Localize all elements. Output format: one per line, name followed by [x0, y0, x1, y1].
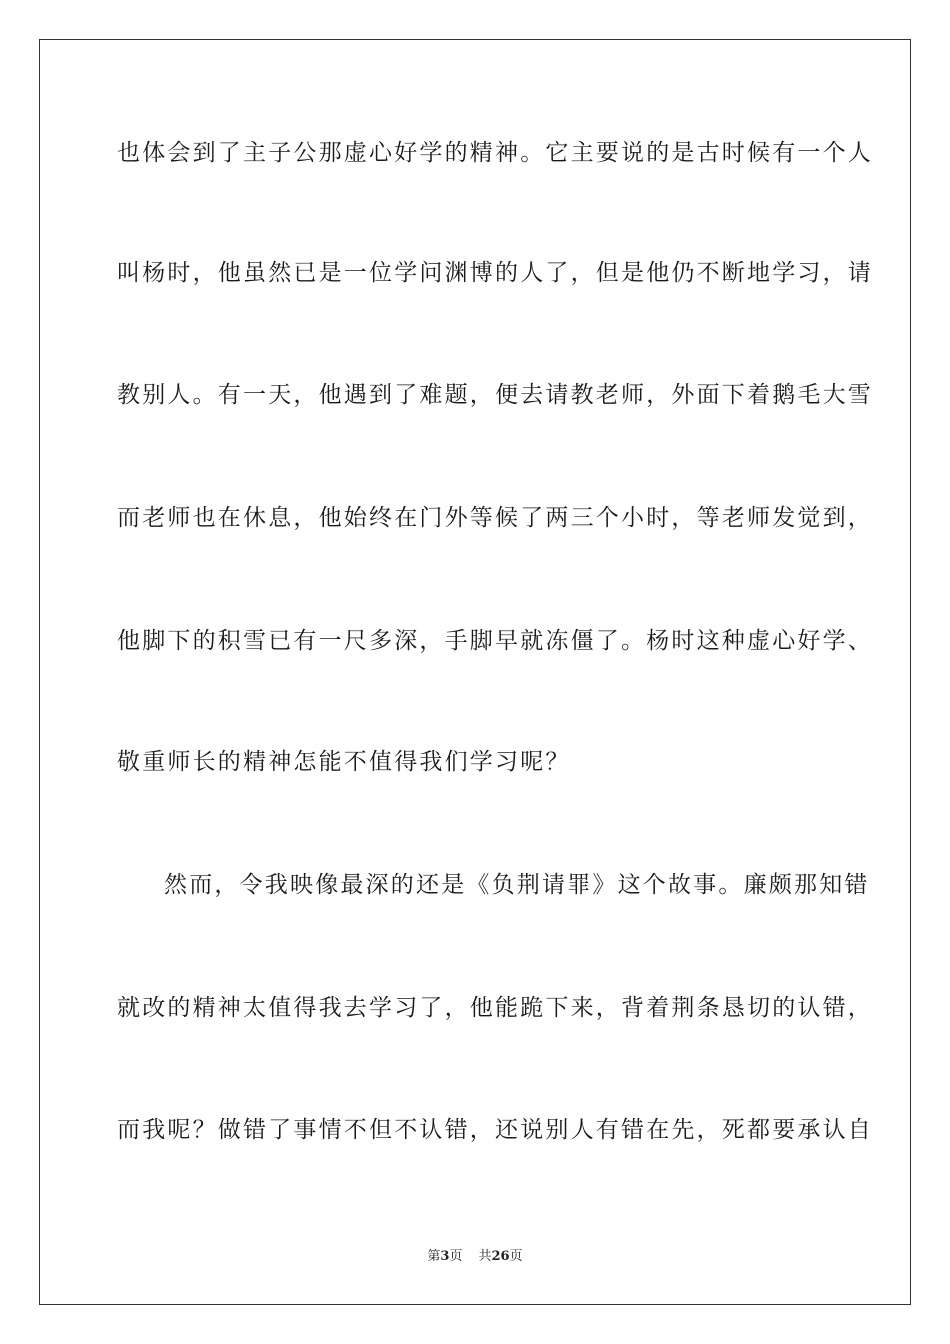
- paragraph-line-8: 就改的精神太值得我去学习了，他能跪下来，背着荆条恳切的认错，: [117, 995, 873, 1021]
- paragraph-line-1: 也体会到了主子公那虚心好学的精神。它主要说的是古时候有一个人: [117, 140, 873, 166]
- paragraph-line-4: 而老师也在休息，他始终在门外等候了两三个小时，等老师发觉到，: [117, 505, 873, 531]
- paragraph-line-6: 敬重师长的精神怎能不值得我们学习呢？: [117, 749, 571, 775]
- paragraph-line-5: 他脚下的积雪已有一尺多深，手脚早就冻僵了。杨时这种虚心好学、: [117, 628, 873, 654]
- footer-total-prefix: 共: [478, 1249, 492, 1264]
- paragraph-line-2: 叫杨时，他虽然已是一位学问渊博的人了，但是他仍不断地学习，请: [117, 260, 873, 286]
- footer-page-prefix: 第: [427, 1249, 441, 1264]
- footer-total-suffix: 页: [509, 1249, 523, 1264]
- footer-page-suffix: 页: [449, 1249, 463, 1264]
- paragraph-line-9: 而我呢？做错了事情不但不认错，还说别人有错在先，死都要承认自: [117, 1117, 873, 1143]
- footer-total-pages: 26: [491, 1249, 510, 1264]
- footer-page-number: 3: [440, 1249, 450, 1264]
- page-footer: [0, 1249, 950, 1265]
- paragraph-line-7: 然而，令我映像最深的还是《负荆请罪》这个故事。廉颇那知错: [164, 872, 870, 898]
- paragraph-line-3: 教别人。有一天，他遇到了难题，便去请教老师，外面下着鹅毛大雪: [117, 382, 873, 408]
